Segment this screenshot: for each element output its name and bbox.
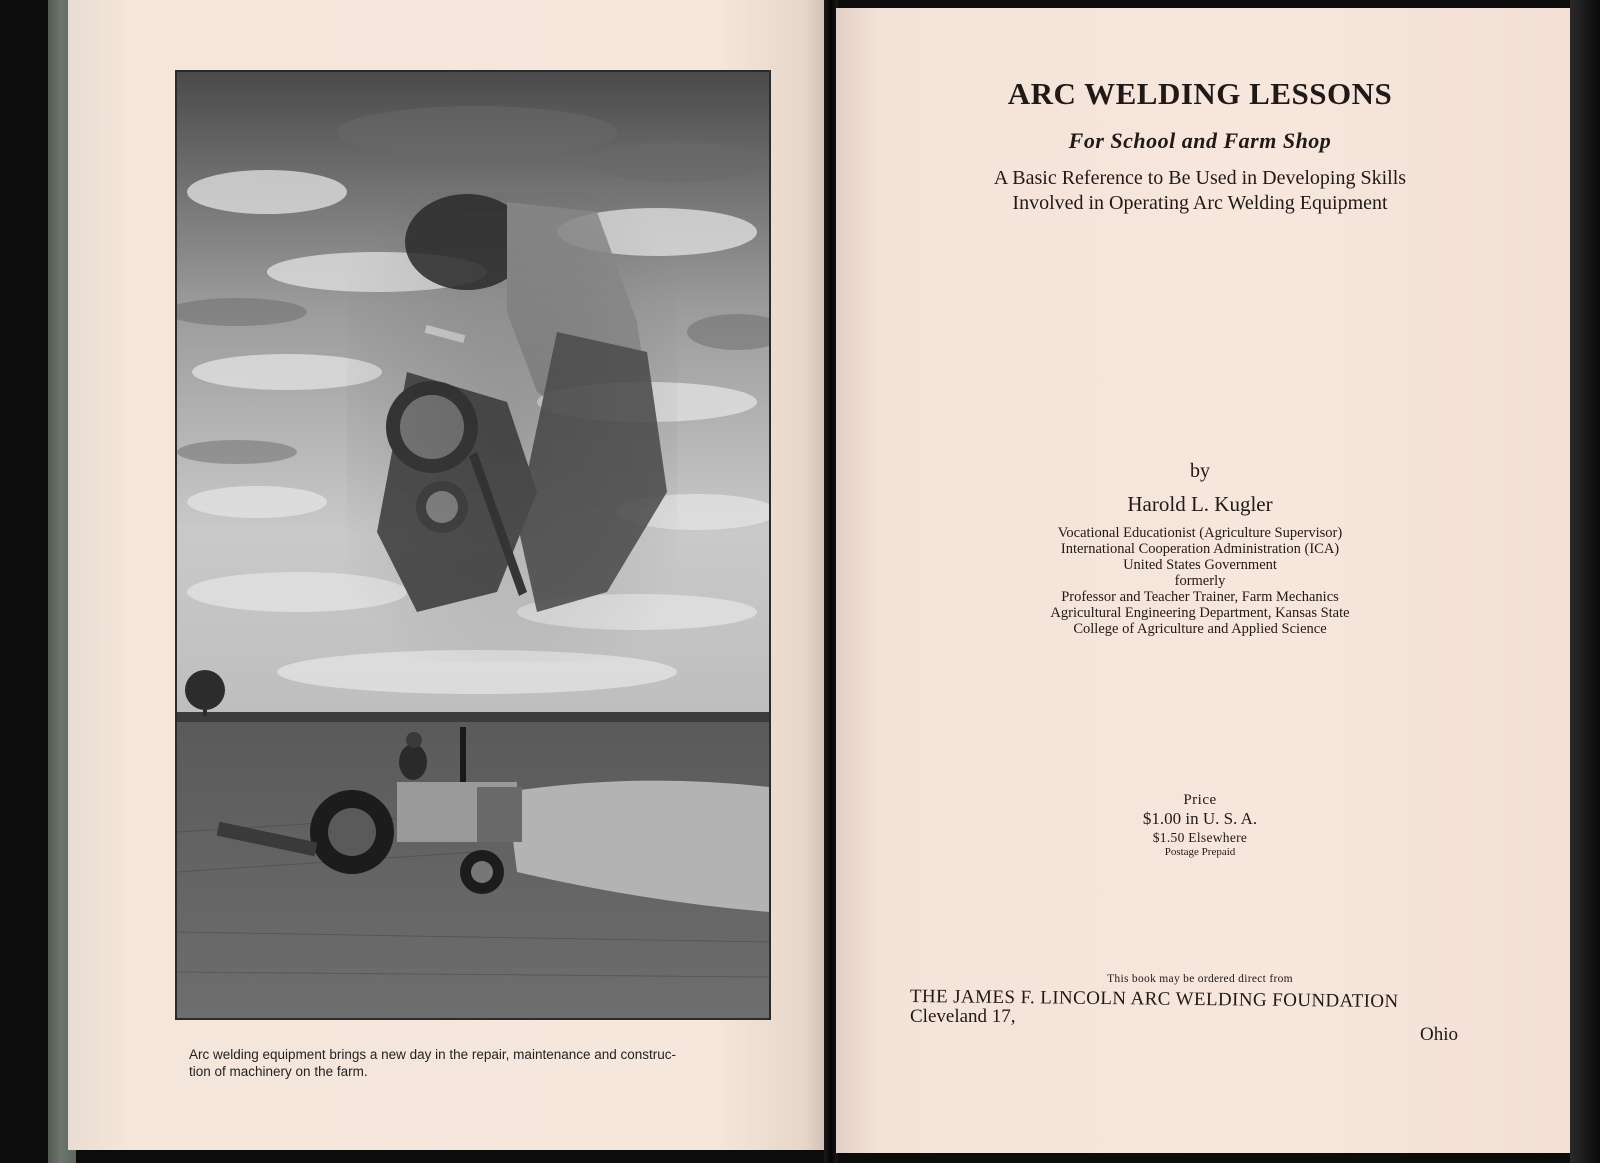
- price-usa: $1.00 in U. S. A.: [1142, 809, 1258, 828]
- book-description: [900, 166, 1500, 216]
- publisher-state: Ohio: [1420, 1024, 1458, 1045]
- page-stack-edge: [1570, 0, 1600, 1163]
- price-elsewhere: $1.50 Elsewhere: [1152, 830, 1248, 845]
- order-note: This book may be ordered direct from: [1107, 973, 1293, 985]
- credential-line: Vocational Educationist (Agriculture Supervisor): [1057, 525, 1343, 541]
- caption-line: tion of machinery on the farm.: [189, 1064, 368, 1079]
- description-line: Involved in Operating Arc Welding Equipment: [1012, 192, 1388, 214]
- description-line: A Basic Reference to Be Used in Developing Skills: [993, 167, 1407, 189]
- by-line: by: [1190, 460, 1210, 482]
- postage-note: Postage Prepaid: [1164, 846, 1236, 858]
- photo-illustration: [177, 72, 769, 1018]
- credential-line: Professor and Teacher Trainer, Farm Mechanics: [1061, 589, 1339, 605]
- credential-line: International Cooperation Administration (ICA): [1060, 541, 1340, 557]
- author-credentials: [900, 525, 1500, 637]
- book-subtitle: For School and Farm Shop: [1068, 128, 1332, 153]
- publisher-city: Cleveland 17,: [910, 1006, 1016, 1027]
- book-title: ARC WELDING LESSONS: [1007, 76, 1393, 111]
- price-label: Price: [1183, 792, 1217, 808]
- credential-line: College of Agriculture and Applied Science: [1073, 621, 1327, 637]
- credential-line: formerly: [1174, 573, 1226, 589]
- publisher-name: THE JAMES F. LINCOLN ARC WELDING FOUNDATION: [909, 986, 1399, 1013]
- credential-line: United States Government: [1123, 557, 1277, 573]
- photo-caption: [189, 1046, 789, 1080]
- caption-line: Arc welding equipment brings a new day in the repair, maintenance and construc-: [189, 1047, 677, 1062]
- frontispiece-photo: [175, 70, 771, 1020]
- author-name: Harold L. Kugler: [1127, 492, 1273, 516]
- credential-line: Agricultural Engineering Department, Kansas State: [1050, 605, 1350, 621]
